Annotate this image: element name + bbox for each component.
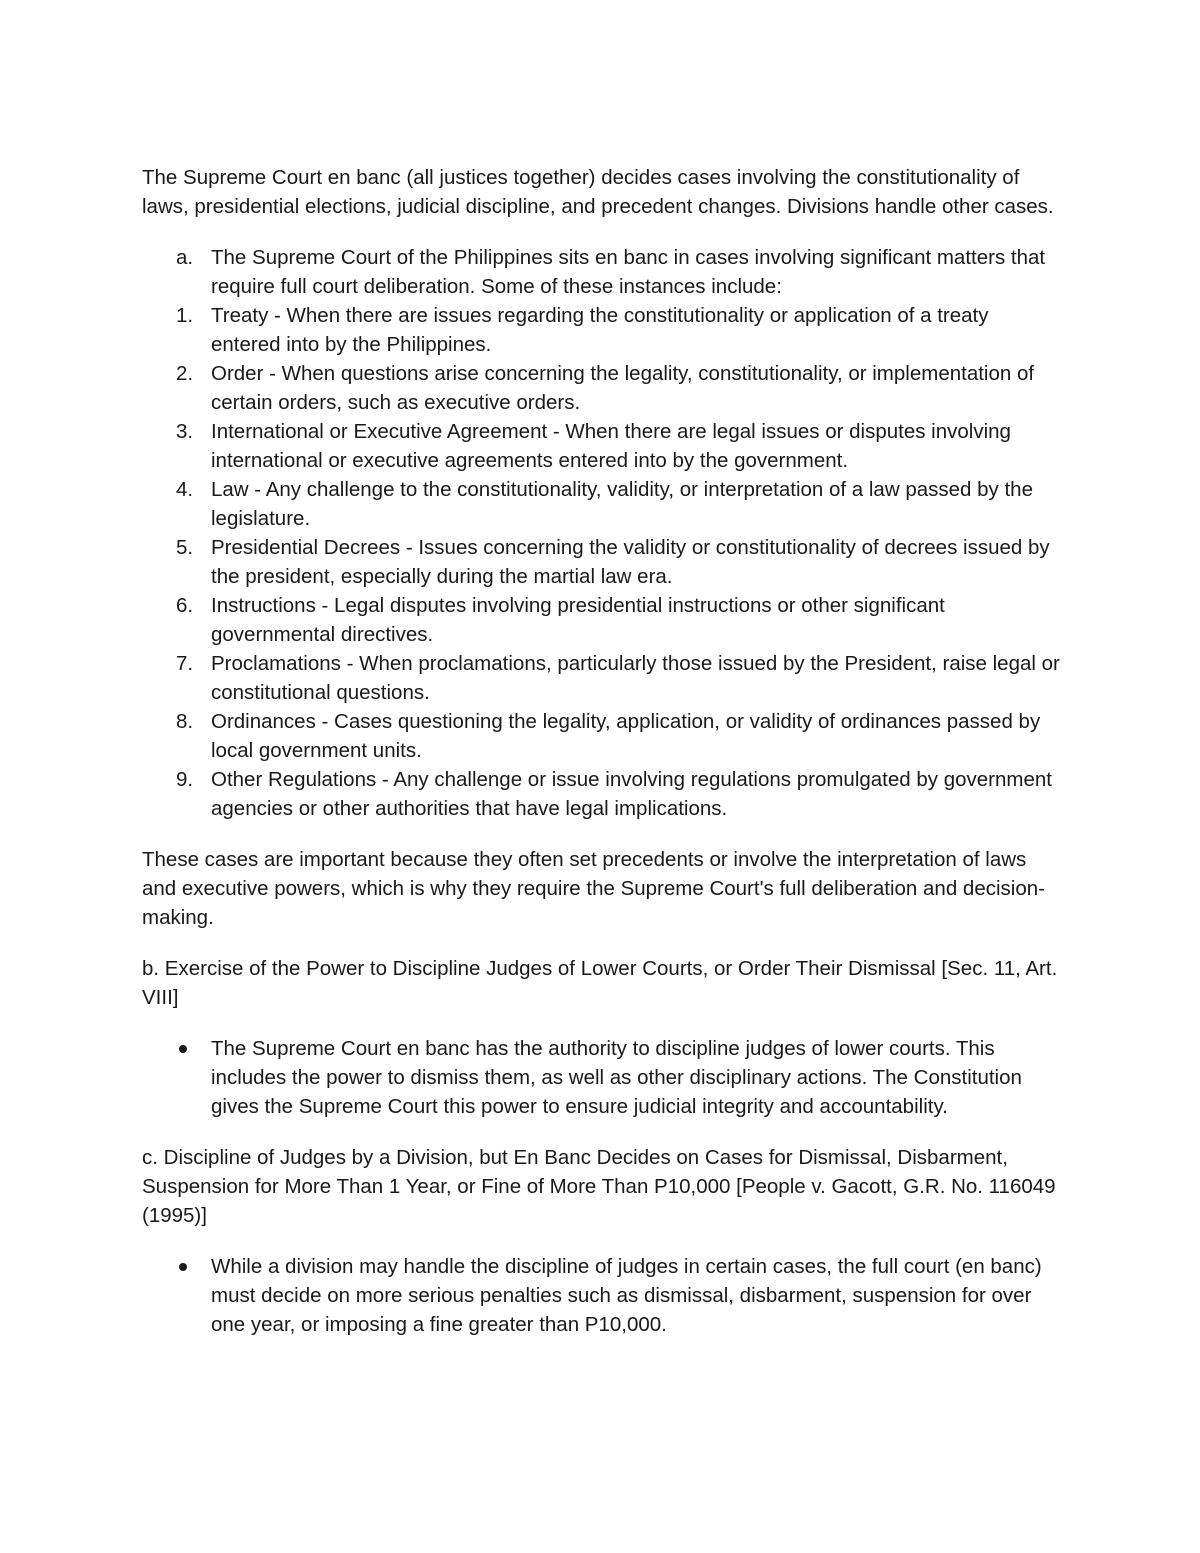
list-item-international-agreement [142, 417, 1062, 475]
list-item-text: International or Executive Agreement - When there are legal issues or disputes involving international or executive agreements entered into by the government. [211, 420, 1011, 472]
intro-paragraph: The Supreme Court en banc (all justices together) decides cases involving the constitutionality of laws, presidential elections, judicial discipline, and precedent changes. Divisions handle other cases. [142, 166, 1054, 218]
list-marker: 7. [176, 652, 194, 675]
list-item-law [142, 475, 1062, 533]
list-item-ordinances [142, 707, 1062, 765]
list-marker-a: a. [176, 246, 194, 269]
bullet-item [142, 1252, 1062, 1339]
bullet-dot-icon [179, 1263, 187, 1271]
section-c-bullets [142, 1252, 1062, 1339]
list-item-a [142, 243, 1062, 301]
list-item-other-regulations [142, 765, 1062, 823]
list-item-instructions [142, 591, 1062, 649]
list-item-text: Other Regulations - Any challenge or issue involving regulations promulgated by government agencies or other authorities that have legal implications. [211, 768, 1052, 820]
list-item-text: Proclamations - When proclamations, particularly those issued by the President, raise legal or constitutional questions. [211, 652, 1060, 704]
list-item-text: Order - When questions arise concerning the legality, constitutionality, or implementation of certain orders, such as executive orders. [211, 362, 1035, 414]
bullet-text: The Supreme Court en banc has the authority to discipline judges of lower courts. This includes the power to dismiss them, as well as other disciplinary actions. The Constitution gives the Supreme Court this power to ensure judicial integrity and accountability. [211, 1037, 1022, 1118]
importance-paragraph: These cases are important because they often set precedents or involve the interpretation of laws and executive powers, which is why they require the Supreme Court's full deliberation and decision-making. [142, 848, 1045, 929]
list-marker: 5. [176, 536, 194, 559]
list-marker: 1. [176, 304, 194, 327]
bullet-text: While a division may handle the discipline of judges in certain cases, the full court (en banc) must decide on more serious penalties such as dismissal, disbarment, suspension for over one year, or imposing a fine greater than P10,000. [211, 1255, 1042, 1336]
section-c-heading: c. Discipline of Judges by a Division, but En Banc Decides on Cases for Dismissal, Disbarment, Suspension for More Than 1 Year, or Fine of More Than P10,000 [People v. Gacott, G.R. No. 116049 (1995)] [142, 1146, 1056, 1227]
bullet-dot-icon [179, 1045, 187, 1053]
list-item-text: Ordinances - Cases questioning the legality, application, or validity of ordinances passed by local government units. [211, 710, 1041, 762]
list-item-order [142, 359, 1062, 417]
list-marker: 8. [176, 710, 194, 733]
bullet-item [142, 1034, 1062, 1121]
en-banc-case-list [142, 243, 1062, 823]
section-b-heading: b. Exercise of the Power to Discipline Judges of Lower Courts, or Order Their Dismissal [Sec. 11, Art. VIII] [142, 957, 1058, 1009]
list-item-presidential-decrees [142, 533, 1062, 591]
list-marker: 4. [176, 478, 194, 501]
document-page [142, 163, 1062, 1361]
list-marker: 3. [176, 420, 194, 443]
list-item-text: Treaty - When there are issues regarding the constitutionality or application of a treaty entered into by the Philippines. [211, 304, 989, 356]
list-marker: 6. [176, 594, 194, 617]
list-item-a-text: The Supreme Court of the Philippines sits en banc in cases involving significant matters that require full court deliberation. Some of these instances include: [211, 246, 1046, 298]
list-item-proclamations [142, 649, 1062, 707]
list-marker: 2. [176, 362, 194, 385]
list-item-text: Instructions - Legal disputes involving presidential instructions or other significant governmental directives. [211, 594, 945, 646]
list-item-treaty [142, 301, 1062, 359]
section-b-bullets [142, 1034, 1062, 1121]
list-marker: 9. [176, 768, 194, 791]
list-item-text: Law - Any challenge to the constitutionality, validity, or interpretation of a law passed by the legislature. [211, 478, 1033, 530]
list-item-text: Presidential Decrees - Issues concerning the validity or constitutionality of decrees issued by the president, especially during the martial law era. [211, 536, 1050, 588]
